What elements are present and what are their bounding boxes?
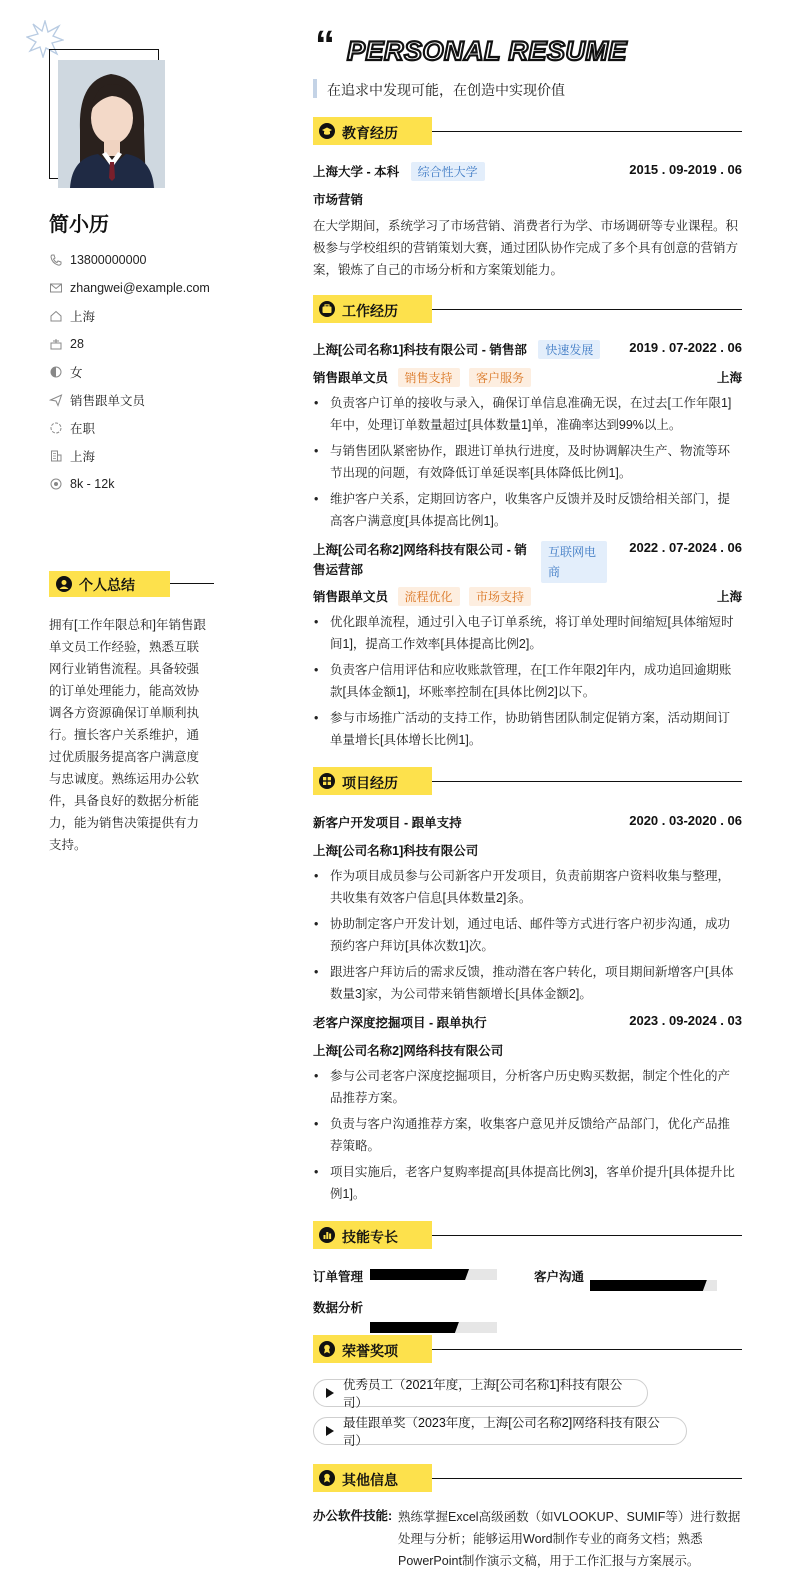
tagline-accent-bar: [313, 79, 317, 98]
skill-bar-fill: [370, 1322, 459, 1333]
other-section-header: [313, 1464, 742, 1492]
skill-name: 订单管理: [313, 1270, 364, 1284]
list-item: • 优化跟单流程，通过引入电子订单系统，将订单处理时间缩短[具体缩短时间1]，提高工作效率[具体提高比例2]。: [313, 612, 742, 655]
education-section-header: [313, 117, 742, 145]
skill-bar-track: [590, 1280, 717, 1291]
education-date: 2015 . 09-2019 . 06: [629, 162, 742, 177]
list-item: • 与销售团队紧密协作，跟进订单执行进度，及时协调解决生产、物流等环节出现的问题，有效降低订单延误率[具体降低比例1]。: [313, 441, 742, 484]
skill-bar-track: [370, 1322, 497, 1333]
job-2-tag-wrap: [541, 541, 607, 583]
skill-data-analysis: [313, 1298, 363, 1317]
home-value: 上海: [70, 310, 96, 324]
city-value: 上海: [70, 450, 96, 464]
email-value: zhangwei@example.com: [70, 281, 210, 295]
age-icon: [49, 337, 63, 351]
education-description: 在大学期间，系统学习了市场营销、消费者行为学、市场调研等专业课程。积极参与学校组织的营销策划大赛，通过团队协作完成了多个具有创意的营销方案，锻炼了自己的市场分析和方案策划能力。: [313, 219, 739, 277]
grid-icon: [319, 773, 335, 789]
job-1-tag: 快速发展: [538, 340, 600, 359]
job-2-bullets: [313, 612, 742, 756]
project-2-bullets: [313, 1066, 742, 1210]
skill-customer-communication: [534, 1267, 584, 1286]
skill-name: 数据分析: [313, 1301, 364, 1315]
award-item[interactable]: [313, 1416, 687, 1448]
info-gender: [49, 358, 249, 386]
school-tag: 综合性大学: [411, 162, 485, 181]
job-2-tag: 互联网电商: [541, 541, 607, 583]
mail-icon: [49, 281, 63, 295]
skill-name: 客户沟通: [534, 1270, 585, 1284]
gender-icon: [49, 365, 63, 379]
list-item: • 负责客户信用评估和应收账款管理，在[工作年限2]年内，成功追回逾期账款[具体金额1]，坏账率控制在[具体比例2]以下。: [313, 660, 742, 703]
salary-value: 8k - 12k: [70, 477, 115, 491]
status-icon: [49, 421, 63, 435]
work-title: 工作经历: [342, 303, 398, 319]
education-title: 教育经历: [342, 125, 398, 141]
job-1-bullets: [313, 393, 742, 537]
skill-bar-fill: [370, 1269, 469, 1280]
list-item: • 项目实施后，老客户复购率提高[具体提高比例3]，客单价提升[具体提升比例1]。: [313, 1162, 742, 1205]
job-1-tag-customer-service: 客户服务: [469, 368, 531, 387]
info-age: [49, 330, 249, 358]
info-position: [49, 386, 249, 414]
info-phone: [49, 246, 249, 274]
info-salary: [49, 470, 249, 498]
job-1-company: 上海[公司名称1]科技有限公司 - 销售部: [313, 343, 527, 357]
job-1-role: 销售跟单文员: [313, 371, 389, 385]
play-icon: [326, 1426, 334, 1436]
candidate-name: 简小历: [49, 214, 109, 236]
job-1-role-row: [313, 368, 742, 387]
project-1-name: 新客户开发项目 - 跟单支持: [313, 816, 462, 830]
other-label: 办公软件技能:: [313, 1509, 393, 1523]
project-1-company: 上海[公司名称1]科技有限公司: [313, 844, 479, 858]
building-icon: [49, 449, 63, 463]
summary-title: 个人总结: [79, 577, 135, 593]
gender-value: 女: [70, 366, 83, 380]
graduation-cap-icon: [319, 123, 335, 139]
summary-text: 拥有[工作年限总和]年销售跟单文员工作经验，熟悉互联网行业销售流程。具备较强的订单处理能力，能高效协调各方资源确保订单顺利执行。擅长客户关系维护，通过优质服务提高客户满意度与忠诚度。熟练运用办公软件，具备良好的数据分析能力，能为销售决策提供有力支持。: [49, 618, 206, 852]
info-city: [49, 442, 249, 470]
work-section-header: [313, 295, 742, 323]
age-value: 28: [70, 337, 84, 351]
list-item: • 维护客户关系，定期回访客户，收集客户反馈并及时反馈给相关部门，提高客户满意度[具体提高比例1]。: [313, 489, 742, 532]
phone-value: 13800000000: [70, 253, 147, 267]
list-item: • 协助制定客户开发计划，通过电话、邮件等方式进行客户初步沟通，成功预约客户拜访[具体次数1]次。: [313, 914, 742, 957]
avatar: [58, 60, 165, 188]
bar-chart-icon: [319, 1227, 335, 1243]
home-icon: [49, 309, 63, 323]
quote-mark: “: [315, 23, 335, 67]
job-2-date: 2022 . 07-2024 . 06: [629, 540, 742, 555]
send-icon: [49, 393, 63, 407]
projects-title: 项目经历: [342, 775, 398, 791]
tagline: 在追求中发现可能，在创造中实现价值: [327, 82, 565, 98]
position-value: 销售跟单文员: [70, 394, 146, 408]
project-1-date: 2020 . 03-2020 . 06: [629, 813, 742, 828]
project-2-company: 上海[公司名称2]网络科技有限公司: [313, 1044, 504, 1058]
skills-section-header: [313, 1221, 742, 1249]
list-item: • 负责客户订单的接收与录入，确保订单信息准确无误，在过去[工作年限1]年中，处理订单数量超过[具体数量1]单，准确率达到99%以上。: [313, 393, 742, 436]
summary-section-header: [49, 571, 214, 597]
user-icon: [56, 576, 72, 592]
list-item: • 跟进客户拜访后的需求反馈，推动潜在客户转化，项目期间新增客户[具体数量3]家，为公司带来销售额增长[具体金额2]。: [313, 962, 742, 1005]
job-1-city: 上海: [716, 371, 742, 385]
award-icon: [319, 1341, 335, 1357]
awards-section-header: [313, 1335, 742, 1363]
awards-title: 荣誉奖项: [342, 1343, 398, 1359]
status-value: 在职: [70, 422, 96, 436]
award-text: 最佳跟单奖（2023年度，上海[公司名称2]网络科技有限公司）: [343, 1416, 660, 1448]
resume-title: PERSONAL RESUME: [347, 36, 628, 66]
list-item: • 负责与客户沟通推荐方案，收集客户意见并反馈给产品部门，优化产品推荐策略。: [313, 1114, 742, 1157]
info-status: [49, 414, 249, 442]
salary-icon: [49, 477, 63, 491]
play-icon: [326, 1388, 334, 1398]
job-2-tag-market: 市场支持: [469, 587, 531, 606]
skills-title: 技能专长: [342, 1229, 398, 1245]
briefcase-icon: [319, 301, 335, 317]
job-1-tag-sales-support: 销售支持: [398, 368, 460, 387]
job-2-role: 销售跟单文员: [313, 590, 389, 604]
skill-bar-fill: [590, 1280, 707, 1291]
skill-order-management: [313, 1267, 363, 1286]
info-email: [49, 274, 249, 302]
phone-icon: [49, 253, 63, 267]
list-item: • 参与市场推广活动的支持工作，协助销售团队制定促销方案，活动期间订单量增长[具体增长比例1]。: [313, 708, 742, 751]
job-2-tag-process: 流程优化: [398, 587, 460, 606]
other-title: 其他信息: [342, 1472, 398, 1488]
list-item: • 作为项目成员参与公司新客户开发项目，负责前期客户资料收集与整理，共收集有效客户信息[具体数量2]条。: [313, 866, 742, 909]
contact-info-list: [49, 246, 249, 498]
info-home: [49, 302, 249, 330]
project-2-name: 老客户深度挖掘项目 - 跟单执行: [313, 1016, 487, 1030]
project-1-bullets: [313, 866, 742, 1010]
list-item: • 参与公司老客户深度挖掘项目，分析客户历史购买数据，制定个性化的产品推荐方案。: [313, 1066, 742, 1109]
job-1-date: 2019 . 07-2022 . 06: [629, 340, 742, 355]
other-text: 熟练掌握Excel高级函数（如VLOOKUP、SUMIF等）进行数据处理与分析；能够运用Word制作专业的商务文档；熟悉PowerPoint制作演示文稿，用于工作汇报与方案展示。: [398, 1510, 741, 1568]
award-item[interactable]: [313, 1378, 648, 1410]
education-major: 市场营销: [313, 193, 364, 207]
job-2-company: 上海[公司名称2]网络科技有限公司 - 销售运营部: [313, 543, 527, 577]
skill-bar-track: [370, 1269, 497, 1280]
projects-section-header: [313, 767, 742, 795]
school-name: 上海大学 - 本科: [313, 165, 400, 179]
info-icon: [319, 1470, 335, 1486]
project-2-date: 2023 . 09-2024 . 03: [629, 1013, 742, 1028]
job-2-role-row: [313, 587, 742, 606]
award-text: 优秀员工（2021年度，上海[公司名称1]科技有限公司）: [343, 1378, 623, 1410]
job-2-city: 上海: [716, 590, 742, 604]
